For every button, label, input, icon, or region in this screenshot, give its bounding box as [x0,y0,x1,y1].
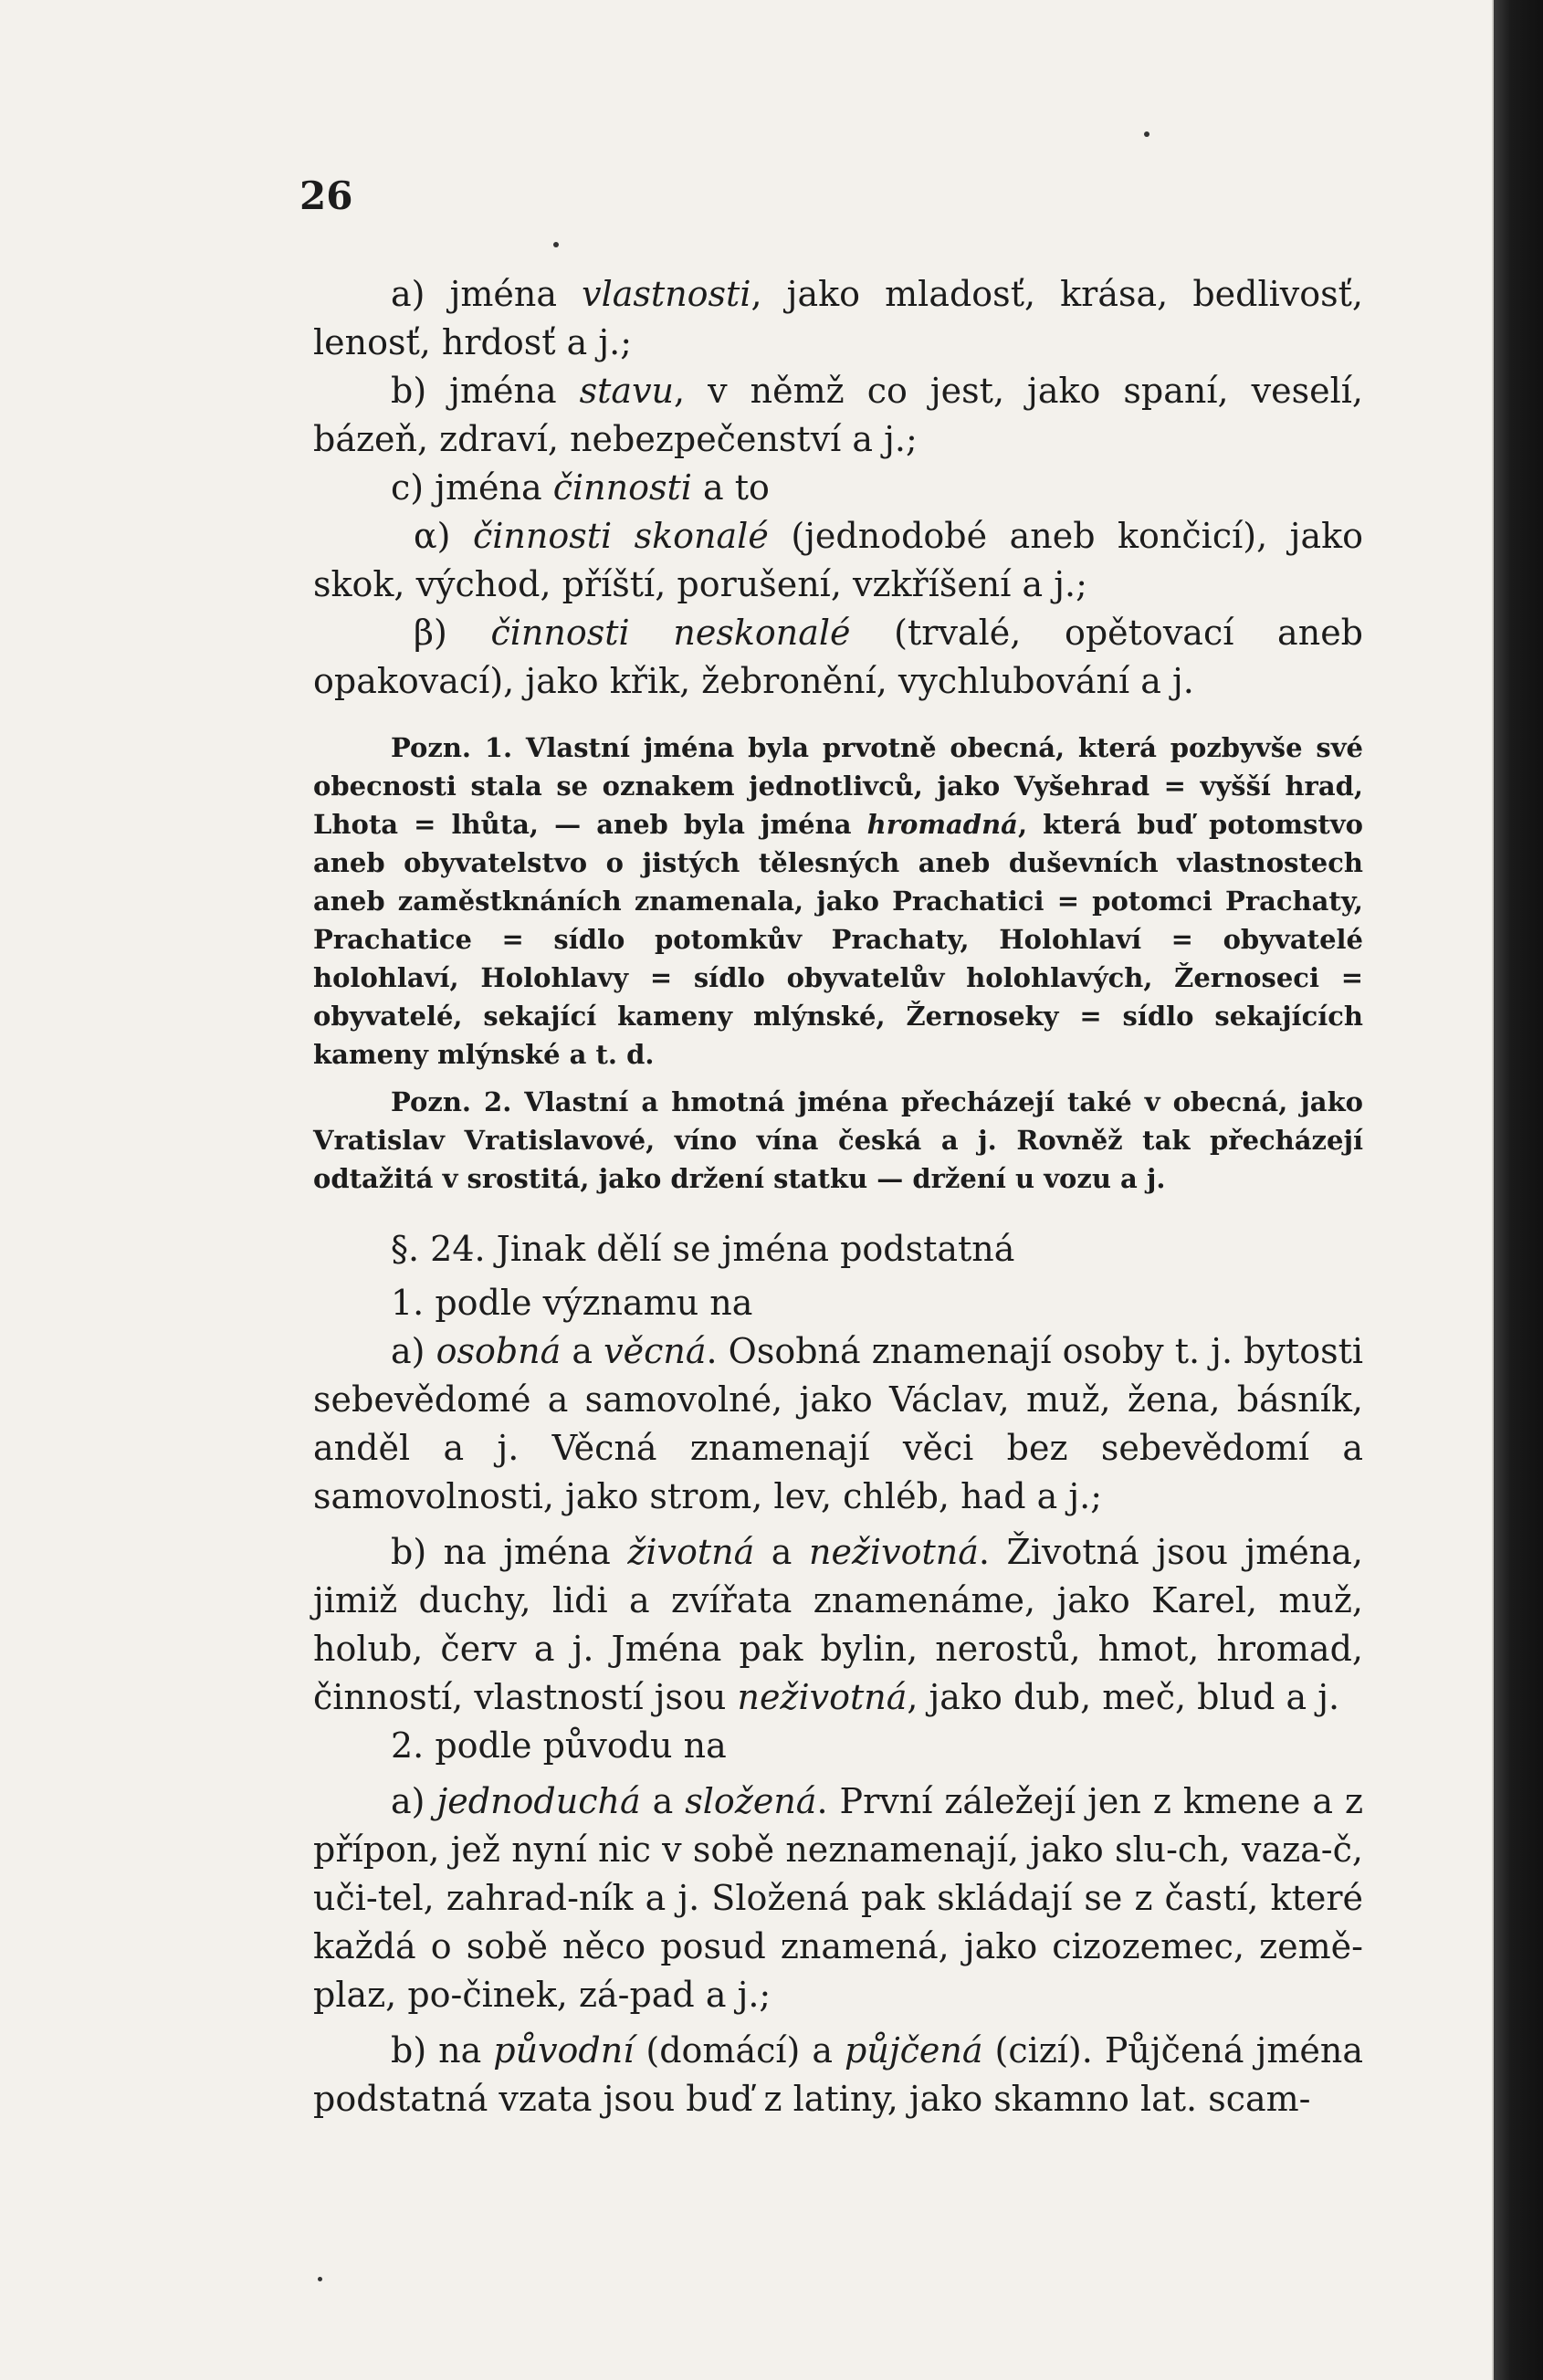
note-1: Pozn. 1. Vlastní jména byla prvotně obecná, která pozbyvše své obecnosti stala se oznakem jednotlivců, jako Vyšehrad = vyšší hrad, Lhota = lhůta, — aneb byla jména hromadná, která buď potomstvo aneb obyvatelstvo o jistých tělesných aneb duševních vlastnostech aneb zaměstknáních znamenala, jako Prachatici = potomci Prachaty, Prachatice = sídlo potomkův Prachaty, Holohlaví = obyvatelé holohlaví, Holohlavy = sídlo obyvatelův holohlavých, Žernoseci = obyvatelé, sekající kameny mlýnské, Žernoseky = sídlo sekajících kameny mlýnské a t. d. [313,732,1363,1070]
item-2a: a) jednoduchá a složená. První záležejí jen z kmene a z přípon, jež nyní nic v sobě neznamenají, jako slu-ch, vaza-č, uči-tel, zahrad-ník a j. Složená pak skládají se z častí, které každá o sobě něco posud znamená, jako cizozemec, země-plaz, po-činek, zá-pad a j.; [313,1781,1363,2015]
paragraph-beta: β) činnosti neskonalé (trvalé, opětovací aneb opakovací), jako křik, žebronění, vychlubování a j. [313,613,1364,701]
page-number: 26 [299,173,353,218]
book-spine-edge [1494,0,1543,2380]
item-1a: a) osobná a věcná. Osobná znamenají osoby t. j. bytosti sebevědomé a samovolné, jako Václav, muž, žena, básník, anděl a j. Věcná znamenají věci bez sebevědomí a samovolnosti, jako strom, lev, chléb, had a j.; [313,1331,1363,1516]
item-1: 1. podle významu na [391,1283,753,1323]
section-heading: §. 24. Jinak dělí se jména podstatná [391,1229,1015,1269]
paragraph-a: a) jména vlastnosti, jako mladosť, krása, bedlivosť, lenosť, hrdosť a j.; [313,274,1363,362]
item-1b: b) na jména životná a neživotná. Životná jsou jména, jimiž duchy, lidi a zvířata znamenáme, jako Karel, muž, holub, červ a j. Jména pak bylin, nerostů, hmot, hromad, činností, vlastností jsou neživotná, jako dub, meč, blud a j. [313,1532,1364,1717]
ink-speck [1144,131,1149,137]
note-2: Pozn. 2. Vlastní a hmotná jména přecházejí také v obecná, jako Vratislav Vratislavové, víno vína česká a j. Rovněž tak přecházejí odtažitá v srostitá, jako držení statku — držení u vozu a j. [313,1086,1363,1194]
paragraph-c: c) jména činnosti a to [391,467,770,508]
body-text-upper [313,270,1363,706]
ink-speck [553,242,559,247]
ink-speck [318,2277,322,2281]
item-2b: b) na původní (domácí) a půjčená (cizí). Půjčená jména podstatná vzata jsou buď z latiny, jako skamno lat. scam- [313,2030,1363,2119]
paragraph-alpha: α) činnosti skonalé (jednodobé aneb končicí), jako skok, východ, příští, porušení, vzkříšení a j.; [313,516,1364,604]
notes-block [313,729,1363,1198]
item-2: 2. podle původu na [391,1725,727,1766]
body-text-lower [313,1225,1363,2123]
paragraph-b: b) jména stavu, v němž co jest, jako spaní, veselí, bázeň, zdraví, nebezpečenství a j.; [313,371,1363,459]
